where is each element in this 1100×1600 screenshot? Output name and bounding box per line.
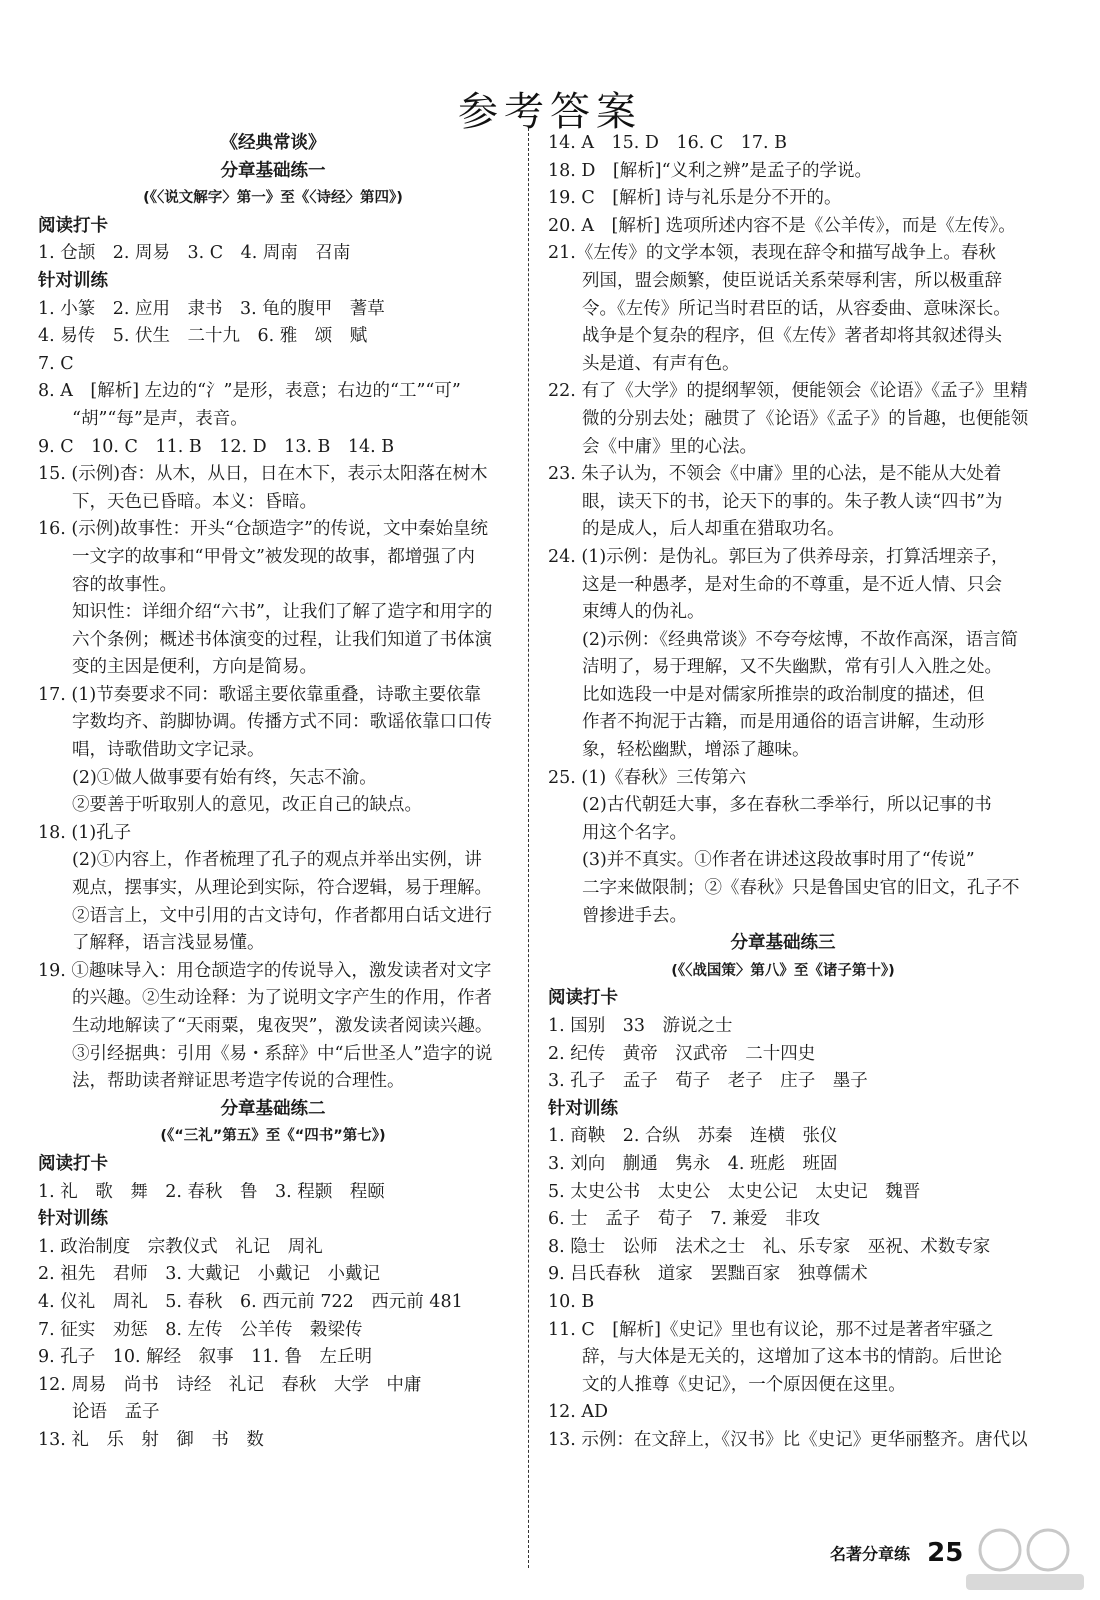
answer-line: 9. C 10. C 11. B 12. D 13. B 14. B [38, 436, 395, 457]
answer-line: 9. 孔子 10. 解经 叙事 11. 鲁 左丘明 [38, 1347, 373, 1368]
answer-line: ②要善于听取别人的意见，改正自己的缺点。 [72, 795, 422, 816]
answer-line: “胡”“每”是声，表音。 [72, 408, 248, 429]
answer-line: (2)古代朝廷大事，多在春秋二季举行，所以记事的书 [582, 795, 992, 816]
page-footer [830, 1538, 963, 1568]
answer-line: 11. C [解析]《史记》里也有议论，那不过是著者牢骚之 [548, 1319, 994, 1340]
answer-line: 25. (1)《春秋》三传第六 [548, 767, 747, 788]
answer-line: 1. 商鞅 2. 合纵 苏秦 连横 张仪 [548, 1126, 838, 1147]
answer-line: 18. D [解析]“义利之辨”是孟子的学说。 [548, 160, 872, 181]
answer-line: 二字来做限制；②《春秋》只是鲁国史官的旧文，孔子不 [582, 878, 1020, 899]
answer-line: 4. 仪礼 周礼 5. 春秋 6. 西元前 722 西元前 481 [38, 1291, 463, 1312]
answer-line: 作者不拘泥于古籍，而是用通俗的语言讲解，生动形 [582, 712, 985, 733]
page-number: 25 [927, 1538, 964, 1568]
answer-line: 3. 孔子 孟子 荀子 老子 庄子 墨子 [548, 1071, 868, 1092]
answer-line: 列国，盟会颇繁，使臣说话关系荣辱利害，所以极重辞 [582, 270, 1002, 291]
answer-line: 24. (1)示例：是伪礼。郭巨为了供养母亲，打算活埋亲子， [548, 546, 1009, 567]
answer-line: ②语言上，文中引用的古文诗句，作者都用白话文进行 [72, 905, 492, 926]
answer-line: 令。《左传》所记当时君臣的话，从容委曲、意味深长。 [582, 298, 1011, 319]
section-heading: 分章基础练二 [220, 1098, 326, 1119]
answer-line: 了解释，语言浅显易懂。 [72, 933, 265, 954]
answer-line: 洁明了，易于理解，又不失幽默，常有引人入胜之处。 [582, 657, 1002, 678]
answer-line: 容的故事性。 [72, 574, 177, 595]
answer-line: 20. A [解析] 选项所述内容不是《公羊传》，而是《左传》。 [548, 215, 1016, 236]
answer-line: 7. 征实 劝惩 8. 左传 公羊传 穀梁传 [38, 1319, 363, 1340]
watermark-logo-icon [960, 1528, 1090, 1594]
right-column [548, 130, 1029, 1455]
answer-line: 15. (示例)杳：从木，从日，日在木下，表示太阳落在树木 [38, 464, 488, 485]
answer-line: 14. A 15. D 16. C 17. B [548, 133, 787, 153]
answer-line: 19. C [解析] 诗与礼乐是分不开的。 [548, 188, 842, 209]
answer-line: 的是成人，后人却重在猎取功名。 [582, 519, 845, 540]
answer-line: 21.《左传》的文学本领，表现在辞令和描写战争上。春秋 [548, 243, 996, 264]
answer-line: 19. ①趣味导入：用仓颉造字的传说导入，激发读者对文字 [38, 960, 492, 981]
answer-line: 曾掺进手去。 [582, 905, 687, 926]
answer-line: 13. 示例：在文辞上，《汉书》比《史记》更华丽整齐。唐代以 [548, 1429, 1028, 1450]
section-heading: 分章基础练一 [220, 160, 326, 181]
footer-label: 名著分章练 [830, 1544, 911, 1564]
answer-line: 5. 太史公书 太史公 太史公记 太史记 魏晋 [548, 1181, 921, 1202]
answer-line: 生动地解读了“天雨粟，鬼夜哭”，激发读者阅读兴趣。 [72, 1016, 493, 1036]
left-column [38, 130, 508, 1455]
answer-line: 23. 朱子认为，不领会《中庸》里的心法，是不能从大处着 [548, 464, 1002, 485]
answer-line: 12. 周易 尚书 诗经 礼记 春秋 大学 中庸 [38, 1374, 422, 1395]
answer-line: (2)①内容上，作者梳理了孔子的观点并举出实例，讲 [72, 850, 482, 871]
answer-line: 微的分别去处；融贯了《论语》《孟子》的旨趣，也便能领 [582, 408, 1029, 429]
answer-line: 6. 士 孟子 荀子 7. 兼爱 非攻 [548, 1209, 821, 1230]
answer-line: 2. 纪传 黄帝 汉武帝 二十四史 [548, 1043, 816, 1064]
answer-line: 知识性：详细介绍“六书”，让我们了解了造字和用字的 [72, 602, 493, 623]
subsection-heading: 针对训练 [38, 1209, 108, 1230]
answer-line: 比如选段一中是对儒家所推崇的政治制度的描述，但 [582, 684, 985, 705]
subsection-heading: 阅读打卡 [38, 1153, 108, 1174]
answer-line: 22. 有了《大学》的提纲挈领，便能领会《论语》《孟子》里精 [548, 381, 1028, 402]
answer-line: 9. 吕氏春秋 道家 罢黜百家 独尊儒术 [548, 1264, 868, 1285]
answer-line: 辞，与大体是无关的，这增加了这本书的情韵。后世论 [582, 1347, 1002, 1368]
answer-line: 用这个名字。 [582, 822, 687, 843]
answer-line: 的兴趣。②生动诠释：为了说明文字产生的作用，作者 [72, 988, 492, 1009]
page-title: 参考答案 [458, 89, 642, 135]
answer-line: 1. 礼 歌 舞 2. 春秋 鲁 3. 程颢 程颐 [38, 1181, 385, 1202]
answer-line: 3. 刘向 蒯通 隽永 4. 班彪 班固 [548, 1153, 838, 1174]
answer-line: 战争是个复杂的程序，但《左传》著者却将其叙述得头 [582, 326, 1002, 347]
answer-line: 1. 小篆 2. 应用 隶书 3. 龟的腹甲 蓍草 [38, 298, 385, 319]
answer-line: 8. 隐士 讼师 法术之士 礼、乐专家 巫祝、术数专家 [548, 1236, 991, 1257]
answer-line: 2. 祖先 君师 3. 大戴记 小戴记 小戴记 [38, 1264, 381, 1285]
answer-line: 六个条例；概述书体演变的过程，让我们知道了书体演 [72, 629, 492, 650]
answer-line: 7. C [38, 353, 74, 374]
answer-line: 16. (示例)故事性：开头“仓颉造字”的传说，文中秦始皇统 [38, 519, 488, 540]
answer-line: 12. AD [548, 1402, 609, 1423]
answer-line: 象，轻松幽默，增添了趣味。 [582, 740, 810, 761]
answer-line: 唱，诗歌借助文字记录。 [72, 740, 265, 761]
answer-line: 文的人推尊《史记》，一个原因便在这里。 [582, 1374, 906, 1395]
book-title: 《经典常谈》 [220, 133, 326, 153]
answer-line: 18. (1)孔子 [38, 822, 132, 843]
answer-line: 下，天色已昏暗。本义：昏暗。 [72, 491, 317, 512]
answer-line: 4. 易传 5. 伏生 二十九 6. 雅 颂 赋 [38, 326, 368, 347]
answer-line: 13. 礼 乐 射 御 书 数 [38, 1429, 264, 1450]
section-heading: 分章基础练三 [730, 933, 836, 954]
section-subtitle: (《“三礼”第五》至《“四书”第七》) [160, 1128, 386, 1145]
answer-line: 观点，摆事实，从理论到实际，符合逻辑，易于理解。 [72, 878, 492, 899]
answer-line: 眼，读天下的书，论天下的事的。朱子教人读“四书”为 [582, 491, 1003, 512]
answer-line: 字数均齐、韵脚协调。传播方式不同：歌谣依靠口口传 [72, 712, 492, 733]
answer-line: 法，帮助读者辩证思考造字传说的合理性。 [72, 1071, 405, 1092]
answer-line: 一文字的故事和“甲骨文”被发现的故事，都增强了内 [72, 546, 475, 567]
answer-line: 这是一种愚孝，是对生命的不尊重，是不近人情、只会 [582, 574, 1002, 595]
answer-line: (2)示例：《经典常谈》不夸夸炫博，不故作高深，语言简 [582, 629, 1019, 650]
subsection-heading: 针对训练 [38, 270, 108, 291]
section-subtitle: (《〈说文解字〉第一》至《〈诗经〉第四》) [143, 190, 403, 207]
answer-line: 论语 孟子 [72, 1402, 160, 1423]
answer-line: ③引经据典：引用《易・系辞》中“后世圣人”造字的说 [72, 1043, 493, 1064]
answer-line: 17. (1)节奏要求不同：歌谣主要依靠重叠，诗歌主要依靠 [38, 684, 482, 705]
subsection-heading: 阅读打卡 [38, 215, 108, 236]
answer-line: (3)并不真实。①作者在讲述这段故事时用了“传说” [582, 850, 975, 871]
answer-line: 10. B [548, 1291, 595, 1312]
subsection-heading: 阅读打卡 [548, 988, 618, 1009]
column-divider [528, 128, 529, 1568]
section-subtitle: (《〈战国策〉第八》至《诸子第十》) [671, 962, 895, 979]
subsection-heading: 针对训练 [548, 1098, 618, 1119]
answer-line: 束缚人的伪礼。 [582, 602, 705, 623]
answer-line: 变的主因是便利，方向是简易。 [72, 657, 317, 678]
answer-line: 头是道、有声有色。 [582, 353, 740, 374]
answer-line: 1. 仓颉 2. 周易 3. C 4. 周南 召南 [38, 243, 351, 264]
answer-line: 1. 政治制度 宗教仪式 礼记 周礼 [38, 1236, 323, 1257]
answer-line: (2)①做人做事要有始有终，矢志不渝。 [72, 767, 377, 788]
answer-line: 会《中庸》里的心法。 [582, 436, 757, 457]
answer-line: 1. 国别 33 游说之士 [548, 1016, 733, 1036]
answer-line: 8. A [解析] 左边的“氵”是形，表意；右边的“工”“可” [38, 381, 461, 402]
